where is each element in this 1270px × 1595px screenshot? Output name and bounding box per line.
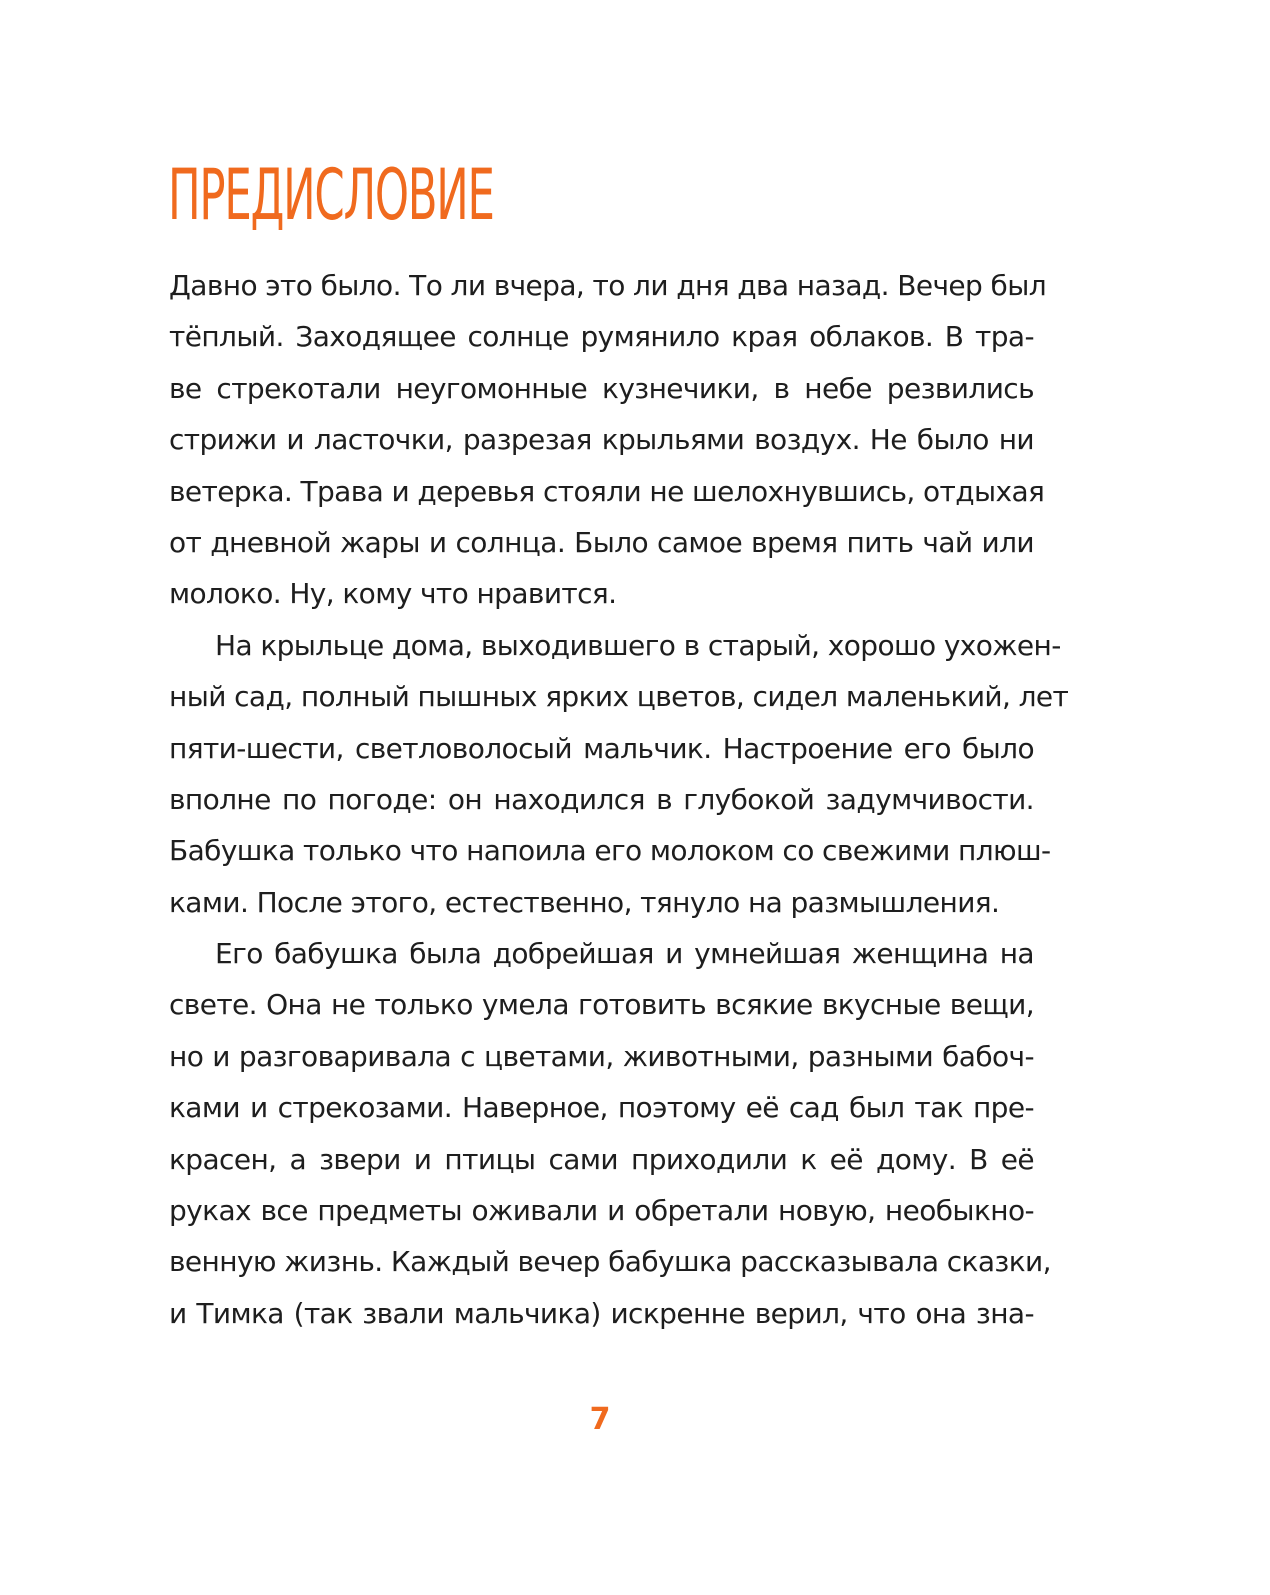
text-line: ками. После этого, естественно, тянуло на размышления. [169,885,1000,919]
text-line: Его бабушка была добрейшая и умнейшая женщина на [215,937,1034,971]
text-line: ве стрекотали неугомонные кузнечики, в небе резвились [169,371,1034,405]
text-line: Давно это было. То ли вчера, то ли дня два назад. Вечер был [169,269,1047,302]
text-line: руках все предметы оживали и обретали новую, необыкно- [169,1194,1034,1228]
page-number: 7 [589,1402,611,1437]
text-line: свете. Она не только умела готовить всякие вкусные вещи, [169,988,1034,1022]
text-line: молоко. Ну, кому что нравится. [169,577,617,611]
chapter-heading: ПРЕДИСЛОВИЕ [168,154,494,236]
text-line: стрижи и ласточки, разрезая крыльями воздух. Не было ни [169,423,1034,457]
body-text [169,260,1069,1339]
text-line: красен, а звери и птицы сами приходили к её дому. В её [169,1142,1034,1176]
text-line: На крыльце дома, выходившего в старый, хорошо ухожен- [215,628,1061,662]
text-line: от дневной жары и солнца. Было самое время пить чай или [169,525,1034,559]
text-line: ный сад, полный пышных ярких цветов, сидел маленький, лет [169,680,1069,714]
text-line: Бабушка только что напоила его молоком со свежими плюш- [169,834,1051,868]
text-line: но и разговаривала с цветами, животными, разными бабоч- [169,1039,1034,1073]
text-line: пяти-шести, светловолосый мальчик. Настроение его было [169,731,1034,765]
text-line: ками и стрекозами. Наверное, поэтому её сад был так пре- [169,1091,1034,1125]
text-line: венную жизнь. Каждый вечер бабушка рассказывала сказки, [169,1245,1051,1279]
text-line: и Тимка (так звали мальчика) искренне верил, что она зна- [169,1296,1034,1330]
text-line: тёплый. Заходящее солнце румянило края облаков. В тра- [169,320,1034,354]
text-line: вполне по погоде: он находился в глубокой задумчивости. [169,782,1034,816]
text-line: ветерка. Трава и деревья стояли не шелохнувшись, отдыхая [169,474,1045,508]
